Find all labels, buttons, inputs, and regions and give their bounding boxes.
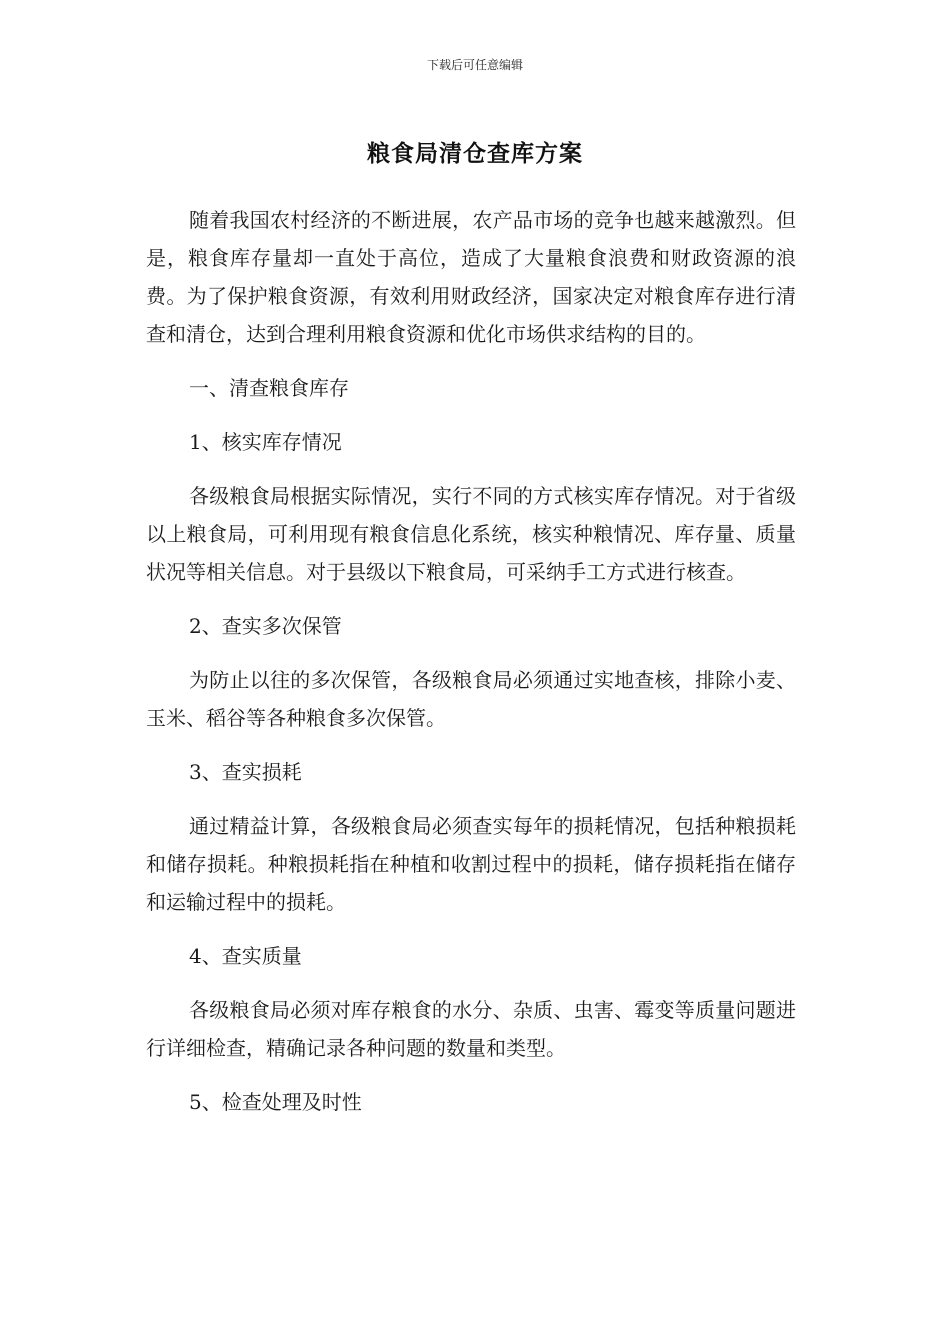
body-paragraph: 各级粮食局必须对库存粮食的水分、杂质、虫害、霉变等质量问题进行详细检查，精确记录各种问题的数量和类型。 [146, 998, 796, 1060]
body-paragraph: 各级粮食局根据实际情况，实行不同的方式核实库存情况。对于省级以上粮食局，可利用现有粮食信息化系统，核实种粮情况、库存量、质量状况等相关信息。对于县级以下粮食局，可采纳手工方式进行核查。 [146, 484, 796, 584]
document-body [146, 201, 796, 1137]
subsection-heading: 5、检查处理及时性 [189, 1090, 362, 1114]
subsection-heading: 3、查实损耗 [189, 760, 302, 784]
body-paragraph: 通过精益计算，各级粮食局必须查实每年的损耗情况，包括种粮损耗和储存损耗。种粮损耗指在种植和收割过程中的损耗，储存损耗指在储存和运输过程中的损耗。 [146, 814, 796, 914]
document-title: 粮食局清仓查库方案 [367, 141, 583, 167]
subsection-heading: 4、查实质量 [189, 944, 302, 968]
section-heading: 一、清查粮食库存 [189, 376, 349, 400]
header-note: 下载后可任意编辑 [426, 58, 523, 72]
intro-paragraph: 随着我国农村经济的不断进展，农产品市场的竞争也越来越激烈。但是，粮食库存量却一直处于高位，造成了大量粮食浪费和财政资源的浪费。为了保护粮食资源，有效利用财政经济，国家决定对粮食库存进行清查和清仓，达到合理利用粮食资源和优化市场供求结构的目的。 [146, 208, 796, 346]
subsection-heading: 1、核实库存情况 [189, 430, 342, 454]
body-paragraph: 为防止以往的多次保管，各级粮食局必须通过实地查核，排除小麦、玉米、稻谷等各种粮食多次保管。 [146, 668, 796, 730]
subsection-heading: 2、查实多次保管 [189, 614, 342, 638]
